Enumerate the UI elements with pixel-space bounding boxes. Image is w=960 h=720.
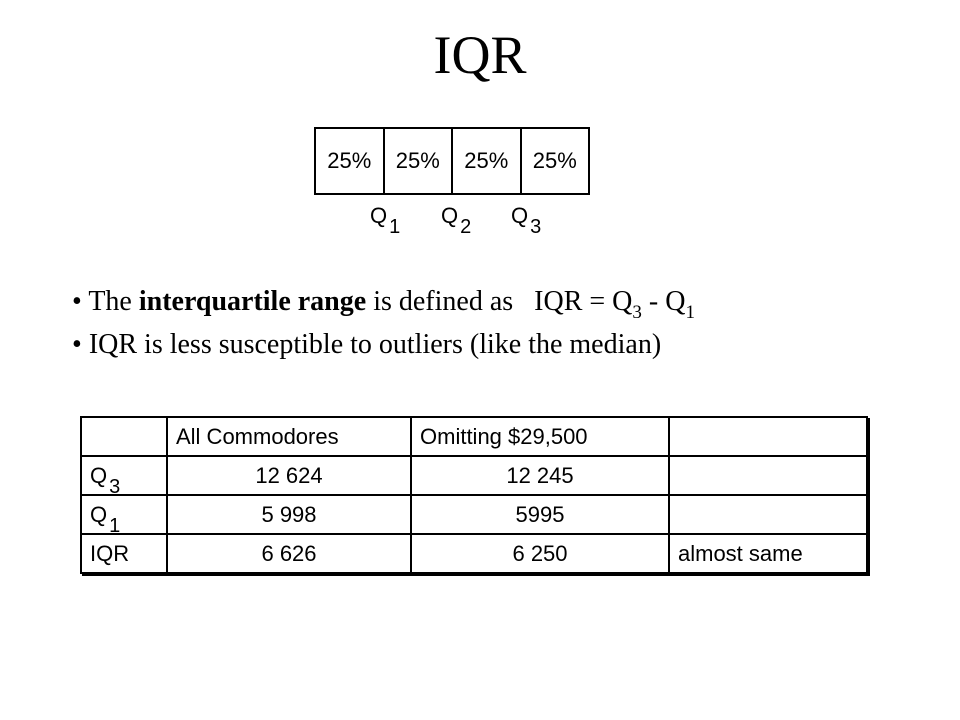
iqr-comparison-table	[80, 416, 868, 574]
table-row	[81, 534, 867, 573]
row-label: IQR	[90, 540, 130, 566]
bullet-iqr-outliers	[72, 325, 932, 365]
bullet-iqr-definition	[72, 282, 932, 325]
table-cell-note: almost same	[669, 534, 867, 573]
formula-subscript-1: 1	[685, 302, 695, 323]
quartile-cell-3: 25%	[453, 129, 522, 193]
table-cell-note	[669, 456, 867, 495]
bullet-text: IQR is less susceptible to outliers (like the median)	[88, 329, 662, 360]
row-label: Q	[90, 462, 108, 488]
table-row	[81, 495, 867, 534]
table-cell-all: 12 624	[167, 456, 411, 495]
page-title: IQR	[433, 25, 527, 85]
table-header-cell	[669, 417, 867, 456]
quartile-marker-subscript: 1	[389, 216, 401, 238]
bullet-list	[72, 282, 932, 365]
quartile-marker-subscript: 2	[460, 216, 472, 238]
table-cell-omit: 12 245	[411, 456, 669, 495]
row-label-subscript: 1	[109, 514, 121, 537]
table-cell-all: 6 626	[167, 534, 411, 573]
bullet-marker: •	[72, 286, 82, 317]
quartile-cell-1: 25%	[316, 129, 385, 193]
quartile-marker-letter: Q	[441, 203, 459, 228]
quartile-box	[314, 127, 590, 195]
formula-subscript-3: 3	[632, 302, 642, 323]
row-label-cell	[81, 495, 167, 537]
row-label-cell	[81, 456, 167, 498]
bullet-text-pre: The	[88, 286, 139, 317]
table-header-cell	[81, 417, 167, 456]
quartile-marker-letter: Q	[511, 203, 529, 228]
bullet-text-post: is defined as IQR = Q	[366, 286, 633, 317]
bullet-marker: •	[72, 329, 82, 360]
table-row	[81, 456, 867, 495]
row-label: Q	[90, 501, 108, 527]
quartile-cell-2: 25%	[385, 129, 454, 193]
quartile-diagram	[314, 127, 590, 247]
quartile-marker-q3	[511, 203, 542, 238]
formula-minus: - Q	[641, 286, 686, 317]
quartile-cell-4: 25%	[532, 148, 577, 173]
quartile-marker-q2	[441, 203, 472, 238]
table-cell-all: 5 998	[167, 495, 411, 534]
row-label-cell	[81, 534, 167, 573]
row-label-subscript: 3	[109, 475, 121, 498]
table-header-row	[81, 417, 867, 456]
bullet-text-bold: interquartile range	[138, 286, 367, 317]
quartile-marker-subscript: 3	[530, 216, 542, 238]
quartile-marker-letter: Q	[370, 203, 388, 228]
table-cell-omit: 5995	[411, 495, 669, 534]
table-header-cell: Omitting $29,500	[411, 417, 669, 456]
table-cell-omit: 6 250	[411, 534, 669, 573]
table-cell-note	[669, 495, 867, 534]
table-header-cell: All Commodores	[167, 417, 411, 456]
quartile-marker-q1	[370, 203, 401, 238]
